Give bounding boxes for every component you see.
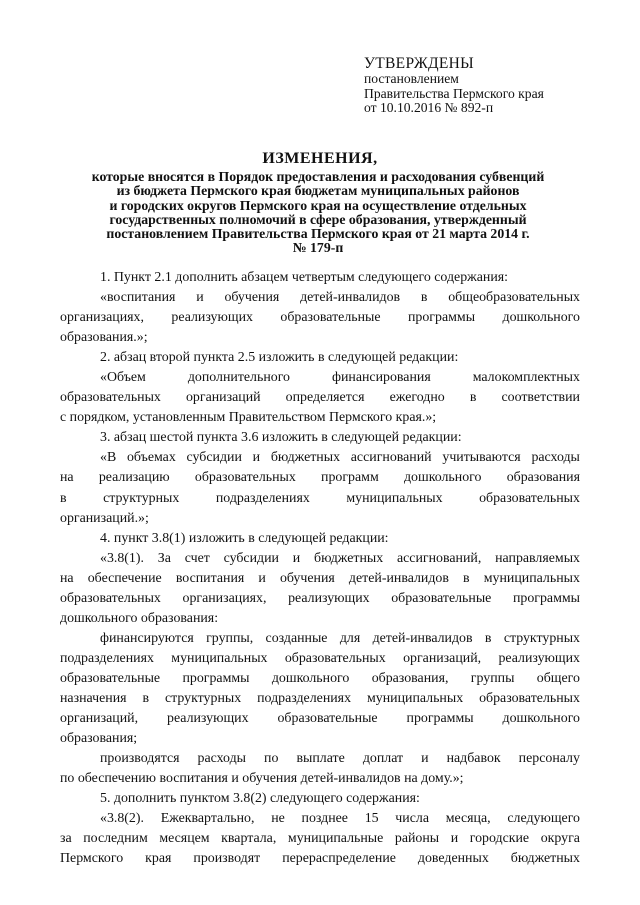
word: объемах <box>126 450 176 466</box>
word: дошкольного <box>403 470 482 486</box>
word: бюджетных <box>270 450 341 466</box>
word: дошкольного <box>271 670 350 686</box>
word: Ежеквартально, <box>160 811 255 827</box>
text-line <box>60 388 580 408</box>
word: доведенных <box>417 851 489 867</box>
word: и <box>421 751 429 767</box>
word: в <box>420 290 428 306</box>
word: и <box>258 570 266 586</box>
word: «воспитания <box>100 290 176 306</box>
text-line <box>60 689 580 709</box>
word: «Объем <box>100 370 146 386</box>
word: организациях, <box>60 310 144 326</box>
approval-title: УТВЕРЖДЕНЫ <box>364 55 474 72</box>
subtitle-line: постановлением Правительства Пермского края от 21 марта 2014 г. <box>106 226 530 242</box>
text-line: 1. Пункт 2.1 дополнить абзацем четвертым следующего содержания: <box>100 270 509 285</box>
text-line <box>60 448 580 468</box>
document-subtitle <box>70 170 566 256</box>
word: последним <box>83 831 148 847</box>
word: выплате <box>296 751 345 767</box>
word: программы <box>512 590 580 606</box>
word: подразделениях <box>60 650 154 666</box>
text-line <box>60 468 580 488</box>
word: реализующих <box>167 711 249 727</box>
word: не <box>271 811 285 827</box>
word: финансируются <box>100 630 194 646</box>
word: организаций, <box>60 711 139 727</box>
text-line <box>60 368 580 388</box>
text-line: 3. абзац шестой пункта 3.6 изложить в следующей редакции: <box>100 430 462 446</box>
word: персоналу <box>518 751 580 767</box>
word: реализующих <box>171 310 253 326</box>
word: направляемых <box>495 550 580 566</box>
text-line: с порядком, установленным Правительством Пермского края.»; <box>60 410 437 426</box>
word: детей-инвалидов <box>348 570 449 586</box>
word: надбавок <box>446 751 501 767</box>
approval-line-3: от 10.10.2016 № 892-п <box>364 100 494 115</box>
word: в <box>469 390 477 406</box>
text-line: 2. абзац второй пункта 2.5 изложить в следующей редакции: <box>100 350 459 366</box>
text-line: образования; <box>60 731 138 747</box>
text-line: организаций.»; <box>60 510 149 526</box>
word: дошкольного <box>502 310 580 326</box>
word: и <box>292 550 301 566</box>
word: муниципальных <box>366 690 464 706</box>
word: производят <box>193 851 261 867</box>
text-line <box>60 809 580 829</box>
approval-line-2: Правительства Пермского края <box>364 85 544 101</box>
subtitle-line: которые вносятся в Порядок предоставления и расходования субвенций <box>91 169 545 184</box>
word: образования <box>506 470 580 486</box>
word: организаций, <box>403 650 482 666</box>
word: подразделениях <box>257 690 352 706</box>
word: производятся <box>100 751 180 767</box>
word: образования, <box>371 670 449 686</box>
word: «В <box>100 450 117 466</box>
word: муниципальных <box>483 570 580 586</box>
text-line <box>60 669 580 689</box>
word: муниципальных <box>346 490 443 506</box>
word: общеобразовательных <box>448 290 580 306</box>
word: организациях, <box>182 590 267 606</box>
word: числа <box>395 811 429 827</box>
word: районы <box>394 831 440 847</box>
word: соответствии <box>501 390 580 406</box>
text-line: дошкольного образования: <box>60 610 219 626</box>
text-line: 4. пункт 3.8(1) изложить в следующей редакции: <box>100 530 389 546</box>
word: Пермского <box>60 851 124 867</box>
word: детей-инвалидов <box>372 630 473 646</box>
word: дополнительного <box>187 370 290 386</box>
text-line <box>60 569 580 589</box>
word: структурных <box>103 490 180 506</box>
text-line <box>60 629 580 649</box>
word: ассигнований, <box>396 550 482 566</box>
word: программы <box>182 670 250 686</box>
word: следующего <box>507 811 580 827</box>
text-line <box>60 589 580 609</box>
word: месяца, <box>445 811 491 827</box>
word: образовательные <box>60 670 161 686</box>
approval-stamp <box>364 56 624 116</box>
word: созданные <box>265 630 328 646</box>
word: организаций <box>185 390 261 406</box>
word: учитываются <box>442 450 521 466</box>
subtitle-line: государственных полномочий в сфере образования, утвержденный <box>109 211 527 227</box>
subtitle-line: и городских округов Пермского края на осуществление отдельных <box>109 197 527 213</box>
word: образовательных <box>194 470 296 486</box>
subtitle-line: № 179-п <box>292 240 344 256</box>
word: счет <box>184 550 210 566</box>
text-line <box>60 749 580 769</box>
word: бюджетных <box>510 851 580 867</box>
word: бюджетных <box>314 550 384 566</box>
word: муниципальные <box>287 831 384 847</box>
word: в <box>484 630 492 646</box>
text-line <box>60 489 580 509</box>
word: «3.8(1). <box>100 550 144 566</box>
word: За <box>157 550 171 566</box>
word: образовательных <box>284 650 386 666</box>
word: расходы <box>197 751 247 767</box>
text-line <box>60 709 580 729</box>
word: образовательные <box>391 590 492 606</box>
text-line <box>60 649 580 669</box>
word: малокомплектных <box>472 370 580 386</box>
word: на <box>60 570 74 586</box>
word: образовательных <box>60 390 161 406</box>
word: квартала, <box>221 831 277 847</box>
word: субсидии <box>186 450 242 466</box>
word: образовательных <box>479 690 580 706</box>
text-line <box>60 308 580 328</box>
document-body <box>60 268 580 869</box>
word: в <box>60 490 67 506</box>
word: в <box>463 570 470 586</box>
text-line <box>60 288 580 308</box>
word: финансирования <box>331 370 431 386</box>
word: реализацию <box>98 470 170 486</box>
word: перераспределение <box>282 851 396 867</box>
text-line: 5. дополнить пунктом 3.8(2) следующего содержания: <box>100 791 420 807</box>
word: за <box>60 831 72 847</box>
word: и <box>196 290 204 306</box>
text-line: образования.»; <box>60 330 148 346</box>
word: структурных <box>164 690 242 706</box>
word: программы <box>406 711 474 727</box>
word: субсидии <box>223 550 279 566</box>
word: группы, <box>206 630 254 646</box>
word: структурных <box>503 630 580 646</box>
document-title: ИЗМЕНЕНИЯ, <box>262 150 378 167</box>
word: подразделениях <box>215 490 310 506</box>
word: образовательные <box>280 310 381 326</box>
word: 15 <box>364 811 379 827</box>
word: расходы <box>531 450 580 466</box>
word: программ <box>321 470 379 486</box>
word: образовательные <box>277 711 378 727</box>
word: общего <box>536 670 580 686</box>
word: дошкольного <box>502 711 580 727</box>
word: городские <box>469 831 530 847</box>
word: реализующих <box>288 590 370 606</box>
text-line <box>60 829 580 849</box>
word: месяцем <box>159 831 210 847</box>
word: детей-инвалидов <box>300 290 401 306</box>
word: края <box>145 851 172 867</box>
word: и <box>252 450 261 466</box>
word: образовательных <box>60 590 161 606</box>
word: определяется <box>285 390 365 406</box>
word: в <box>142 690 150 706</box>
word: доплат <box>362 751 404 767</box>
word: округа <box>540 831 580 847</box>
word: на <box>60 470 74 486</box>
word: обучения <box>279 570 335 586</box>
word: для <box>339 630 361 646</box>
approval-line-1: постановлением <box>364 71 459 86</box>
word: «3.8(2). <box>100 811 144 827</box>
word: обеспечение <box>87 570 162 586</box>
text-line <box>60 849 580 869</box>
word: по <box>264 751 279 767</box>
word: программы <box>407 310 476 326</box>
word: образовательных <box>479 490 580 506</box>
word: группы <box>470 670 515 686</box>
text-line <box>60 549 580 569</box>
word: позднее <box>301 811 348 827</box>
word: обучения <box>224 290 280 306</box>
word: муниципальных <box>171 650 268 666</box>
word: назначения <box>60 690 127 706</box>
word: воспитания <box>175 570 245 586</box>
word: реализующих <box>498 650 580 666</box>
word: ассигнований <box>350 450 432 466</box>
text-line: по обеспечению воспитания и обучения детей-инвалидов на дому.»; <box>60 771 464 787</box>
subtitle-line: из бюджета Пермского края бюджетам муниципальных районов <box>116 183 520 199</box>
word: ежегодно <box>389 390 445 406</box>
word: и <box>450 831 459 847</box>
